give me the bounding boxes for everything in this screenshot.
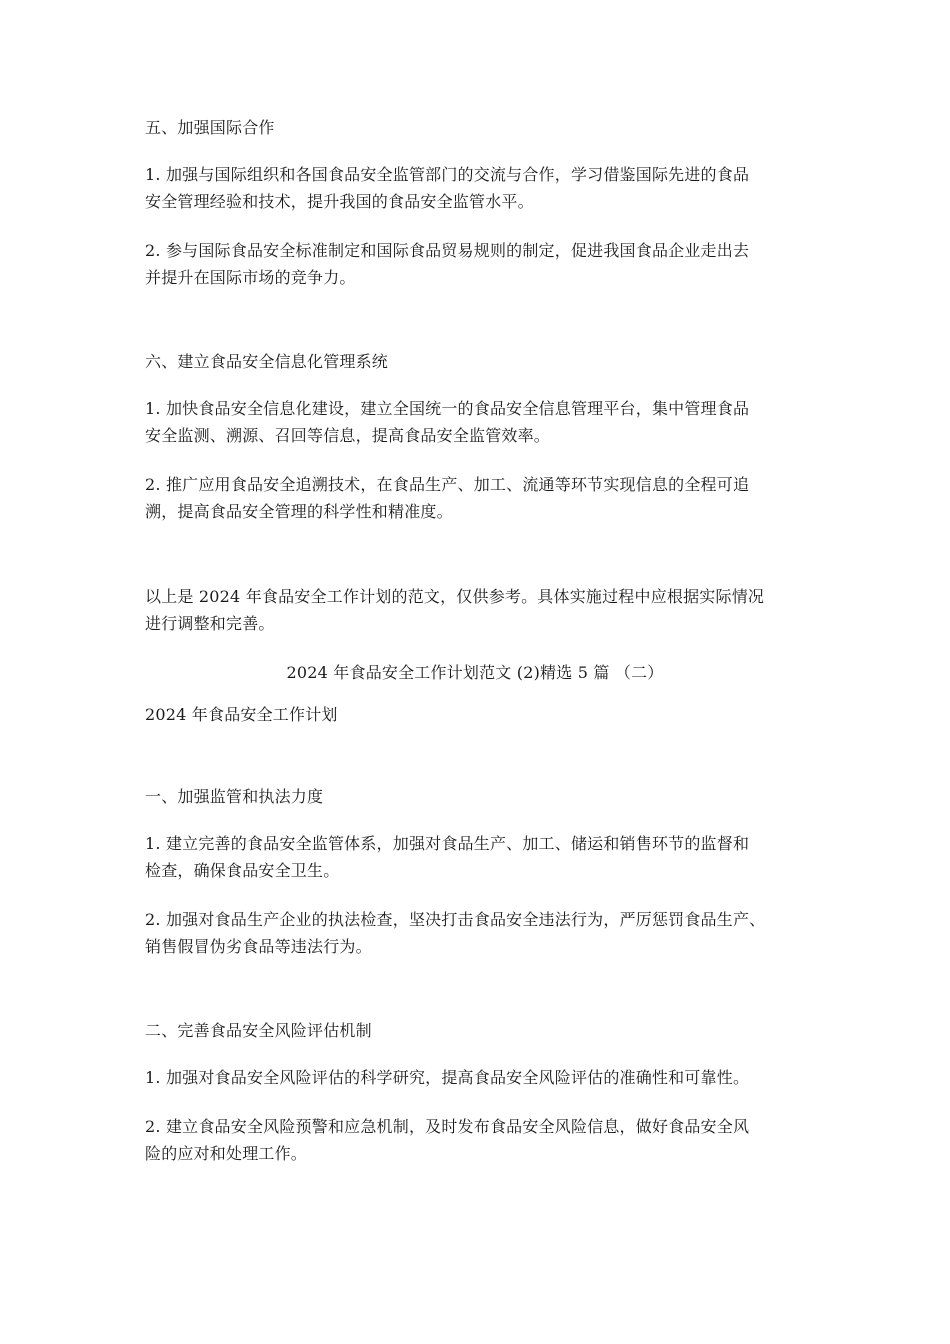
paragraph-line: 安全管理经验和技术，提升我国的食品安全监管水平。 — [145, 192, 534, 211]
paragraph-line: 2. 加强对食品生产企业的执法检查，坚决打击食品安全违法行为，严厉惩罚食品生产、 — [145, 910, 766, 929]
paragraph-line: 1. 建立完善的食品安全监管体系，加强对食品生产、加工、储运和销售环节的监督和 — [145, 834, 750, 853]
document-subtitle: 2024 年食品安全工作计划 — [145, 705, 338, 724]
document-title: 2024 年食品安全工作计划范文 (2)精选 5 篇 （二） — [286, 663, 664, 682]
paragraph-line: 1. 加强与国际组织和各国食品安全监管部门的交流与合作，学习借鉴国际先进的食品 — [145, 165, 750, 184]
section-heading: 二、完善食品安全风险评估机制 — [145, 1021, 372, 1040]
conclusion-line: 进行调整和完善。 — [145, 614, 275, 633]
paragraph-line: 销售假冒伪劣食品等违法行为。 — [145, 937, 372, 956]
paragraph-line: 安全监测、溯源、召回等信息，提高食品安全监管效率。 — [145, 426, 551, 445]
paragraph-line: 并提升在国际市场的竞争力。 — [145, 268, 356, 287]
section-heading: 六、建立食品安全信息化管理系统 — [145, 352, 389, 371]
paragraph-line: 检查，确保食品安全卫生。 — [145, 861, 340, 880]
paragraph-line: 2. 参与国际食品安全标准制定和国际食品贸易规则的制定，促进我国食品企业走出去 — [145, 241, 750, 260]
paragraph-line: 1. 加强对食品安全风险评估的科学研究，提高食品安全风险评估的准确性和可靠性。 — [145, 1068, 750, 1087]
paragraph-line: 溯，提高食品安全管理的科学性和精准度。 — [145, 502, 453, 521]
paragraph-line: 1. 加快食品安全信息化建设，建立全国统一的食品安全信息管理平台，集中管理食品 — [145, 399, 750, 418]
section-heading: 五、加强国际合作 — [145, 118, 275, 137]
conclusion-line: 以上是 2024 年食品安全工作计划的范文，仅供参考。具体实施过程中应根据实际情况 — [145, 587, 765, 606]
paragraph-line: 2. 推广应用食品安全追溯技术，在食品生产、加工、流通等环节实现信息的全程可追 — [145, 475, 750, 494]
paragraph-line: 险的应对和处理工作。 — [145, 1144, 308, 1163]
section-heading: 一、加强监管和执法力度 — [145, 787, 324, 806]
paragraph-line: 2. 建立食品安全风险预警和应急机制，及时发布食品安全风险信息，做好食品安全风 — [145, 1117, 750, 1136]
